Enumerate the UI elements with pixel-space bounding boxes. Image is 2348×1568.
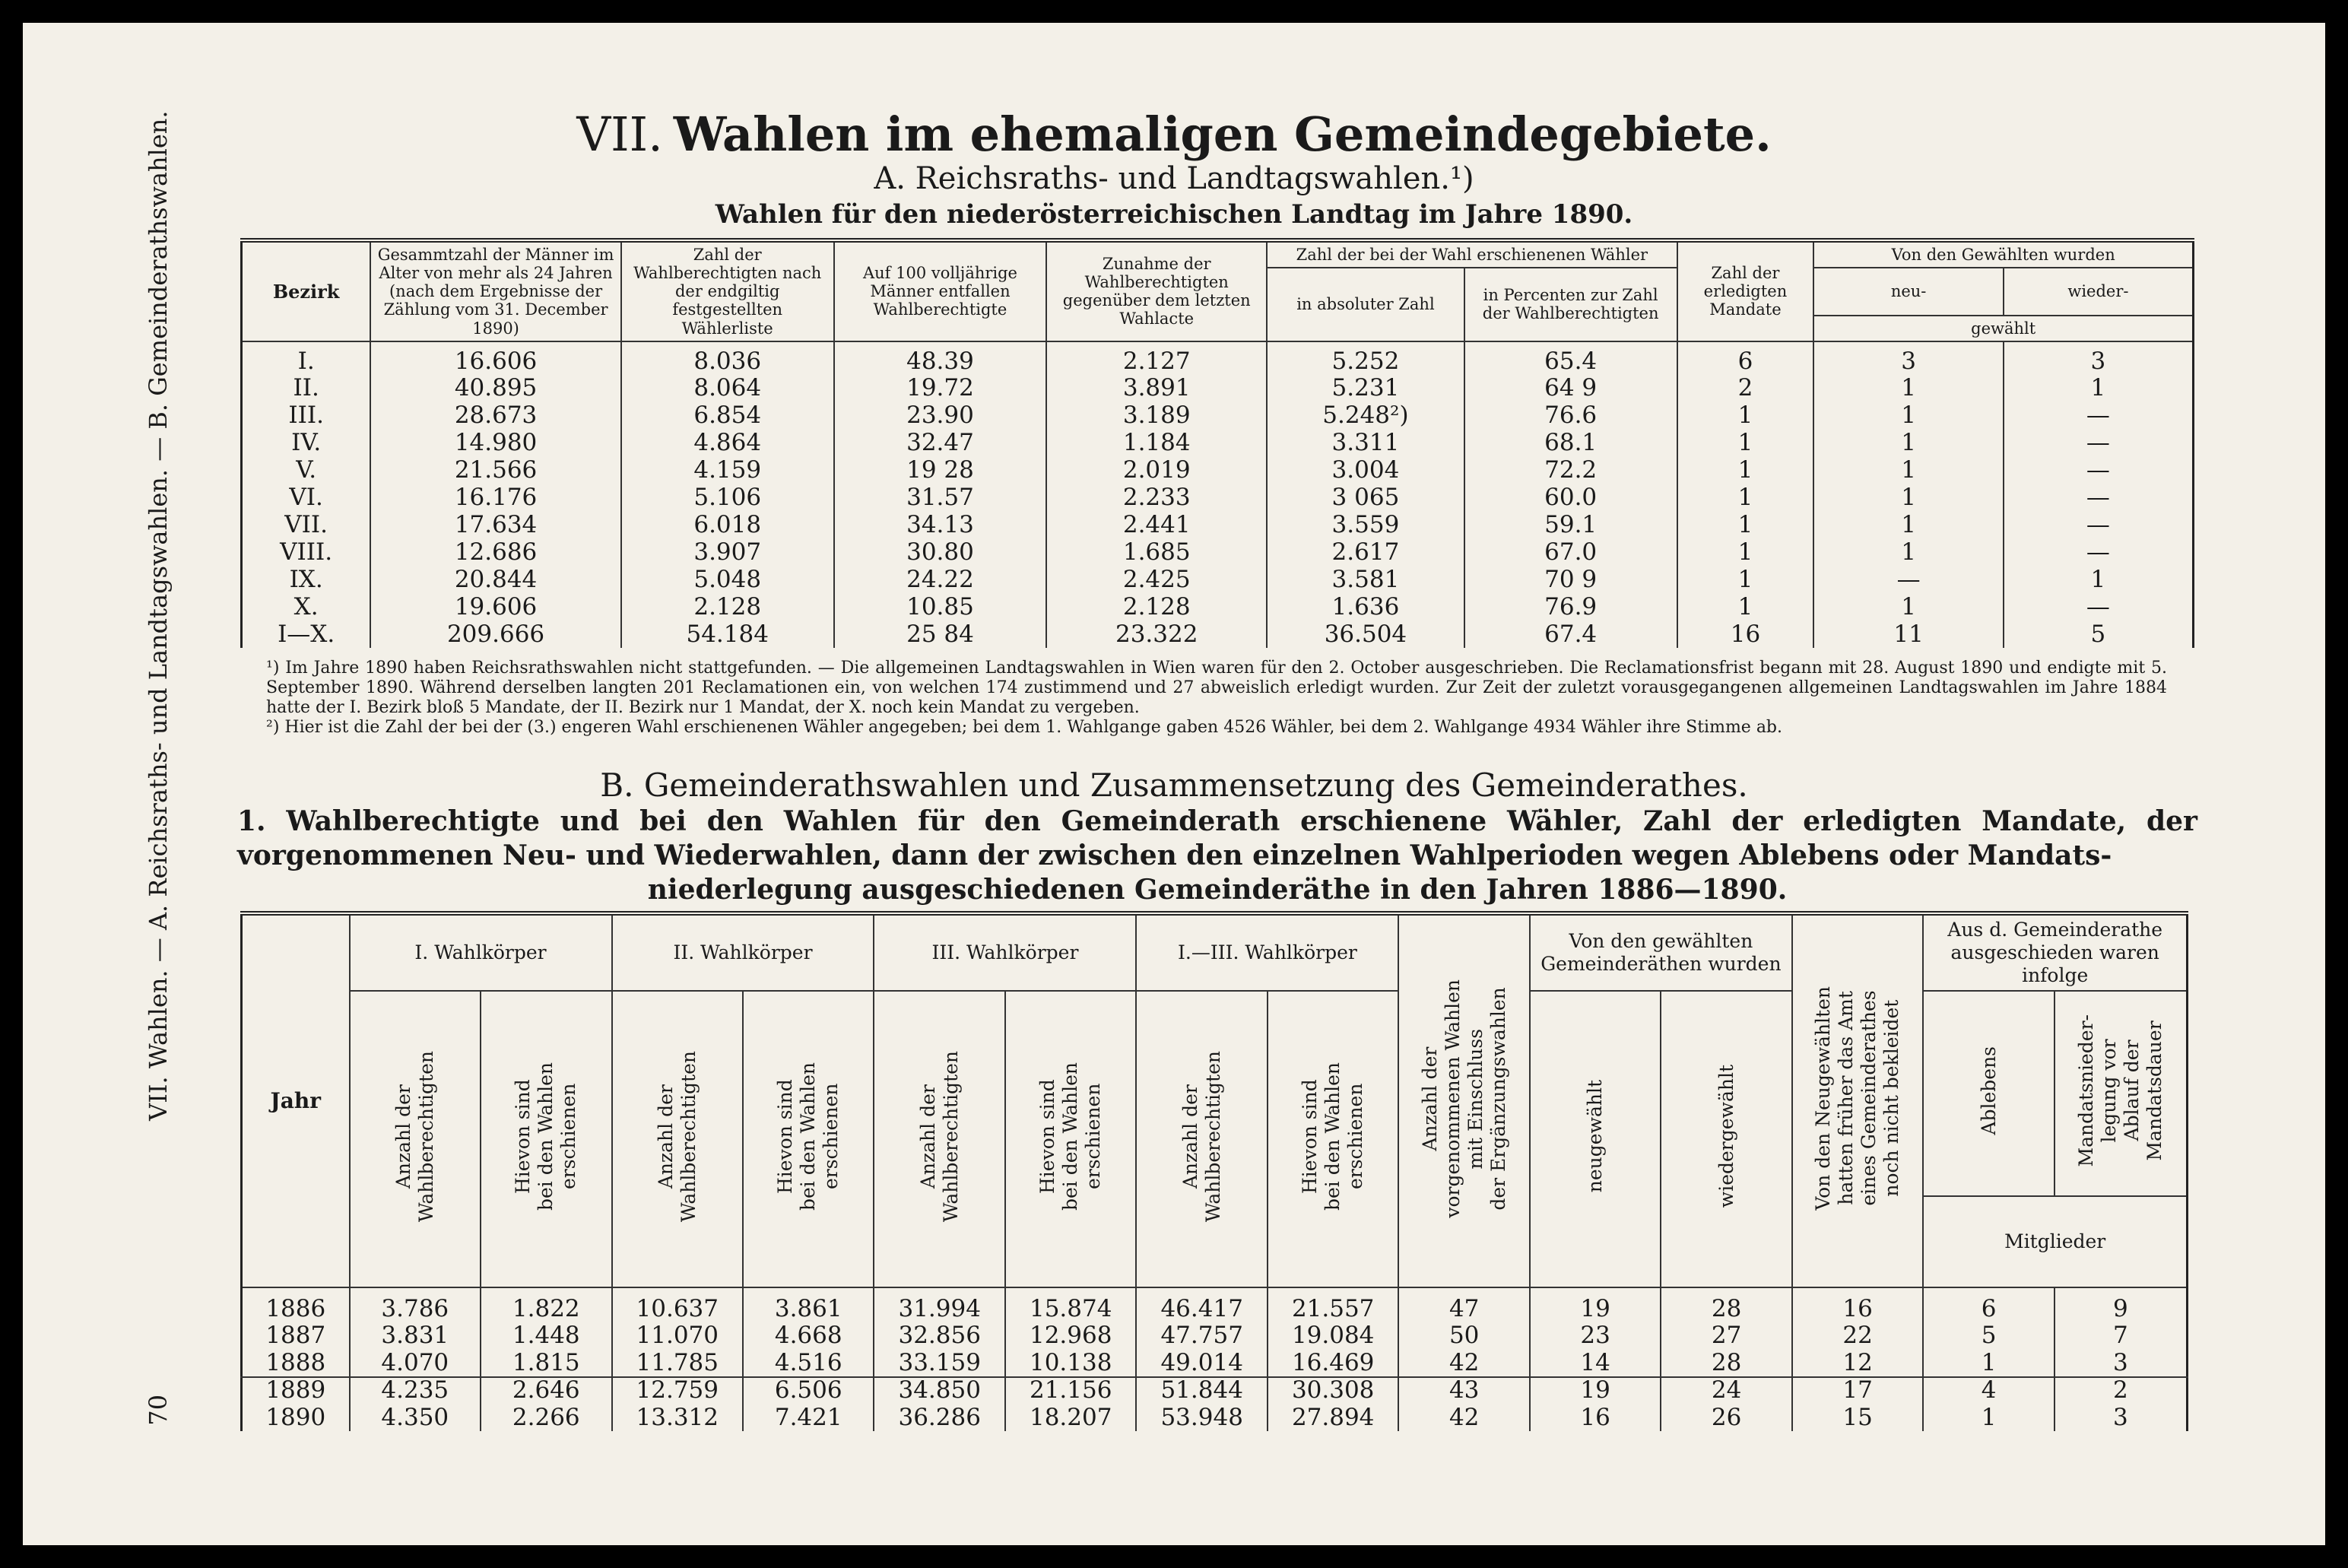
table-cell: 1 <box>1813 511 2003 538</box>
header-neugewaehlt: neugewählt <box>1530 991 1661 1287</box>
section-a-heading: A. Reichsraths- und Landtagswahlen.¹) <box>874 161 1474 196</box>
header-wk13-hievon: Hievon sind bei den Wahlen erschienen <box>1268 991 1398 1287</box>
table-cell: 4.516 <box>743 1349 874 1376</box>
table-cell: 53.948 <box>1136 1404 1267 1431</box>
table-cell: 24.22 <box>834 566 1047 593</box>
table2-title-main: 1. Wahlberechtigte und bei den Wahlen für den Gemeinderath erschienene Wähler, Zahl der erledigten Mandate, der vorgenommenen Neu- und Wiederwahlen, dann der zwischen den einzelnen Wahlperioden wegen Ablebens oder Mandats- <box>237 805 2197 871</box>
table-cell: 32.856 <box>874 1322 1004 1349</box>
table-cell: 1.822 <box>481 1287 611 1322</box>
table-cell: I. <box>242 341 371 374</box>
table-cell: 49.014 <box>1136 1349 1267 1376</box>
table-cell: 16.606 <box>370 341 621 374</box>
table-cell: II. <box>242 374 371 402</box>
table-cell: 47 <box>1398 1287 1529 1322</box>
table-cell: 4.070 <box>350 1349 481 1376</box>
table-cell: III. <box>242 402 371 429</box>
table-cell: 32.47 <box>834 429 1047 456</box>
table-cell: — <box>2004 456 2194 484</box>
table1-row <box>242 621 2194 648</box>
table-cell: 15.874 <box>1005 1287 1136 1322</box>
table-cell: 5.252 <box>1267 341 1464 374</box>
table-cell: 76.6 <box>1464 402 1677 429</box>
table-cell: 3.861 <box>743 1287 874 1322</box>
header-gewaehlten: Von den gewählten Gemeinderäthen wurden <box>1530 913 1792 991</box>
table-cell: 30.80 <box>834 538 1047 566</box>
table-cell: 1.815 <box>481 1349 611 1376</box>
table-cell: 19 <box>1530 1287 1661 1322</box>
table-cell: 31.994 <box>874 1287 1004 1322</box>
header-neugewaehlten: Von den Neugewählten hatten früher das Amt eines Gemeinderathes noch nicht bekleidet <box>1792 913 1923 1287</box>
table-cell: 72.2 <box>1464 456 1677 484</box>
table-cell: 1.184 <box>1046 429 1267 456</box>
header-jahr: Jahr <box>242 913 350 1287</box>
table-cell: 3 <box>2004 341 2194 374</box>
table-cell: 48.39 <box>834 341 1047 374</box>
header-erschienen: Zahl der bei der Wahl erschienenen Wähler <box>1267 240 1677 268</box>
table-cell: 5 <box>1923 1322 2054 1349</box>
table-cell: 5.106 <box>621 484 834 511</box>
header-wk13-anzahl: Anzahl der Wahlberechtigten <box>1136 991 1267 1287</box>
header-wk3: III. Wahlkörper <box>874 913 1136 991</box>
table2-row <box>242 1322 2188 1349</box>
table-cell: 16.176 <box>370 484 621 511</box>
table1-row <box>242 456 2194 484</box>
table-cell: 12.686 <box>370 538 621 566</box>
table-cell: 209.666 <box>370 621 621 648</box>
table-cell: 2.128 <box>621 593 834 621</box>
table-cell: 34.850 <box>874 1376 1004 1404</box>
table-cell: 67.4 <box>1464 621 1677 648</box>
table-cell: 1890 <box>242 1404 350 1431</box>
table-cell: 2.617 <box>1267 538 1464 566</box>
table-cell: 1 <box>1677 456 1814 484</box>
bottom-rule <box>240 1376 2188 1378</box>
table-cell: 65.4 <box>1464 341 1677 374</box>
table-cell: 43 <box>1398 1376 1529 1404</box>
table-cell: 1 <box>1813 456 2003 484</box>
table-cell: I—X. <box>242 621 371 648</box>
table2-title <box>237 805 2197 907</box>
table-cell: 4.668 <box>743 1322 874 1349</box>
table-cell: 6 <box>1677 341 1814 374</box>
table-cell: 9 <box>2054 1287 2188 1322</box>
table-cell: 42 <box>1398 1404 1529 1431</box>
table-cell: 3.559 <box>1267 511 1464 538</box>
header-wk2: II. Wahlkörper <box>612 913 874 991</box>
table-cell: 54.184 <box>621 621 834 648</box>
table-cell: — <box>2004 593 2194 621</box>
table-cell: 4.350 <box>350 1404 481 1431</box>
table-cell: 3.189 <box>1046 402 1267 429</box>
table-cell: 23.322 <box>1046 621 1267 648</box>
table-cell: 3 <box>2054 1404 2188 1431</box>
header-niederlegung: Mandatsnieder- legung vor Ablauf der Mandatsdauer <box>2054 991 2188 1196</box>
header-wk3-anzahl: Anzahl der Wahlberechtigten <box>874 991 1004 1287</box>
header-gewaehlt2: gewählt <box>1813 316 2193 341</box>
table2-title-last: niederlegung ausgeschiedenen Gemeinderäthe in den Jahren 1886—1890. <box>647 874 1788 906</box>
table1-row <box>242 402 2194 429</box>
running-header-text: VII. Wahlen. — A. Reichsraths- und Landtagswahlen. — B. Gemeinderathswahlen. <box>144 110 173 1121</box>
header-absolut: in absoluter Zahl <box>1267 268 1464 341</box>
table-cell: 3.786 <box>350 1287 481 1322</box>
header-zunahme: Zunahme der Wahlberechtigten gegenüber dem letzten Wahlacte <box>1046 240 1267 341</box>
table-cell: 16 <box>1677 621 1814 648</box>
table-cell: 19.72 <box>834 374 1047 402</box>
header-wiedergewaehlt: wiedergewählt <box>1661 991 1791 1287</box>
table-cell: 5.248²) <box>1267 402 1464 429</box>
table-cell: 21.557 <box>1268 1287 1398 1322</box>
table-cell: 42 <box>1398 1349 1529 1376</box>
table-cell: 67.0 <box>1464 538 1677 566</box>
header-auf100: Auf 100 volljährige Männer entfallen Wahlberechtigte <box>834 240 1047 341</box>
table-cell: 1 <box>1677 484 1814 511</box>
header-percent: in Percenten zur Zahl der Wahlberechtigten <box>1464 268 1677 341</box>
table1-row <box>242 593 2194 621</box>
header-ausgeschieden: Aus d. Gemeinderathe ausgeschieden waren infolge <box>1923 913 2187 991</box>
table-cell: 3.891 <box>1046 374 1267 402</box>
table-cell: 2.441 <box>1046 511 1267 538</box>
table-cell: — <box>2004 511 2194 538</box>
table-cell: 18.207 <box>1005 1404 1136 1431</box>
table-cell: 1 <box>1813 484 2003 511</box>
table-cell: 21.156 <box>1005 1376 1136 1404</box>
table-cell: 4.235 <box>350 1376 481 1404</box>
table-cell: 27 <box>1661 1322 1791 1349</box>
header-wk1-anzahl: Anzahl der Wahlberechtigten <box>350 991 481 1287</box>
table-cell: 59.1 <box>1464 511 1677 538</box>
table-cell: 10.637 <box>612 1287 743 1322</box>
table2-row <box>242 1376 2188 1404</box>
table-cell: 5.048 <box>621 566 834 593</box>
table-cell: 23.90 <box>834 402 1047 429</box>
table-cell: 1889 <box>242 1376 350 1404</box>
header-mitglieder: Mitglieder <box>1923 1196 2187 1287</box>
table-cell: 14.980 <box>370 429 621 456</box>
table-cell: 27.894 <box>1268 1404 1398 1431</box>
table-cell: 36.286 <box>874 1404 1004 1431</box>
table-cell: 8.064 <box>621 374 834 402</box>
table-cell: 15 <box>1792 1404 1923 1431</box>
footnote-1: ¹) Im Jahre 1890 haben Reichsrathswahlen nicht stattgefunden. — Die allgemeinen Landtagswahlen in Wien waren für den 2. October ausgeschrieben. Die Reclamationsfrist begann mit 28. August 1890 und endigte mit 5. September 1890. Während derselben langten 201 Reclamationen ein, von welchen 174 zustimmend und 27 abweislich erledigt wurden. Zur Zeit der zuletzt vorausgegangenen allgemeinen Landtagswahlen im Jahre 1884 hatte der I. Bezirk bloß 5 Mandate, der II. Bezirk nur 1 Mandat, der X. noch kein Mandat zu vergeben. <box>266 659 2167 717</box>
table-cell: 20.844 <box>370 566 621 593</box>
table-cell: 19.606 <box>370 593 621 621</box>
table-cell: 1 <box>2004 374 2194 402</box>
table-cell: VIII. <box>242 538 371 566</box>
table-cell: — <box>1813 566 2003 593</box>
table-cell: 70 9 <box>1464 566 1677 593</box>
table-cell: 1.636 <box>1267 593 1464 621</box>
header-neu: neu- <box>1813 268 2003 315</box>
header-wieder: wieder- <box>2004 268 2194 315</box>
table-cell: 6.018 <box>621 511 834 538</box>
table-cell: 8.036 <box>621 341 834 374</box>
table-cell: 4.159 <box>621 456 834 484</box>
table-cell: 10.138 <box>1005 1349 1136 1376</box>
table-cell: 16.469 <box>1268 1349 1398 1376</box>
table-cell: 6.854 <box>621 402 834 429</box>
table-cell: 3 065 <box>1267 484 1464 511</box>
table-cell: 19.084 <box>1268 1322 1398 1349</box>
table-cell: IX. <box>242 566 371 593</box>
header-wk3-hievon: Hievon sind bei den Wahlen erschienen <box>1005 991 1136 1287</box>
table-cell: 4.864 <box>621 429 834 456</box>
table-cell: 16 <box>1530 1404 1661 1431</box>
header-mandate: Zahl der erledigten Mandate <box>1677 240 1814 341</box>
table-cell: 5 <box>2004 621 2194 648</box>
table-cell: 23 <box>1530 1322 1661 1349</box>
table-cell: 47.757 <box>1136 1322 1267 1349</box>
table1-row <box>242 566 2194 593</box>
table-cell: 68.1 <box>1464 429 1677 456</box>
table-cell: 2 <box>2054 1376 2188 1404</box>
table-cell: 51.844 <box>1136 1376 1267 1404</box>
table-cell: 46.417 <box>1136 1287 1267 1322</box>
table-cell: 1 <box>1923 1404 2054 1431</box>
table-cell: 34.13 <box>834 511 1047 538</box>
table-cell: — <box>2004 484 2194 511</box>
table2-row <box>242 1404 2188 1431</box>
table2-row <box>242 1287 2188 1322</box>
table-cell: 1 <box>1677 402 1814 429</box>
table-cell: 25 84 <box>834 621 1047 648</box>
header-gewaehlt: Von den Gewählten wurden <box>1813 240 2193 268</box>
table-cell: 3.907 <box>621 538 834 566</box>
table-cell: 7.421 <box>743 1404 874 1431</box>
table-cell: 1 <box>1677 566 1814 593</box>
header-vorgenommen: Anzahl der vorgenommenen Wahlen mit Einschluss der Ergänzungswahlen <box>1398 913 1529 1287</box>
header-bezirk: Bezirk <box>242 240 371 341</box>
table-cell: 11.070 <box>612 1322 743 1349</box>
header-wk2-hievon: Hievon sind bei den Wahlen erschienen <box>743 991 874 1287</box>
table-cell: 19 <box>1530 1376 1661 1404</box>
table1-row <box>242 341 2194 374</box>
table-cell: 11 <box>1813 621 2003 648</box>
table-cell: 1 <box>2004 566 2194 593</box>
table-cell: 1 <box>1813 538 2003 566</box>
table-cell: 1 <box>1813 593 2003 621</box>
table-cell: 12.759 <box>612 1376 743 1404</box>
table-cell: 3 <box>2054 1349 2188 1376</box>
table-cell: 1 <box>1677 429 1814 456</box>
table-cell: 76.9 <box>1464 593 1677 621</box>
table-cell: 36.504 <box>1267 621 1464 648</box>
footnote-2: ²) Hier ist die Zahl der bei der (3.) engeren Wahl erschienenen Wähler angegeben; bei dem 1. Wahlgange gaben 4526 Wähler, bei dem 2. Wahlgange 4934 Wähler ihre Stimme ab. <box>266 718 1783 737</box>
table-cell: X. <box>242 593 371 621</box>
table-cell: — <box>2004 538 2194 566</box>
table-cell: 60.0 <box>1464 484 1677 511</box>
table-cell: 2.127 <box>1046 341 1267 374</box>
table-cell: 40.895 <box>370 374 621 402</box>
table-cell: 7 <box>2054 1322 2188 1349</box>
table-cell: 14 <box>1530 1349 1661 1376</box>
table-cell: 6.506 <box>743 1376 874 1404</box>
table-cell: 21.566 <box>370 456 621 484</box>
table-cell: 13.312 <box>612 1404 743 1431</box>
landtag-table <box>240 238 2194 648</box>
table-cell: V. <box>242 456 371 484</box>
header-ablebens: Ablebens <box>1923 991 2054 1196</box>
table-cell: 33.159 <box>874 1349 1004 1376</box>
table-cell: 11.785 <box>612 1349 743 1376</box>
header-wk1-hievon: Hievon sind bei den Wahlen erschienen <box>481 991 611 1287</box>
header-gesamtzahl: Gesammtzahl der Männer im Alter von mehr als 24 Jahren (nach dem Ergebnisse der Zählung vom 31. December 1890) <box>370 240 621 341</box>
table-cell: 1887 <box>242 1322 350 1349</box>
table-cell: 3.004 <box>1267 456 1464 484</box>
table-cell: 2.233 <box>1046 484 1267 511</box>
table-cell: IV. <box>242 429 371 456</box>
table-cell: 3.581 <box>1267 566 1464 593</box>
table-cell: 12.968 <box>1005 1322 1136 1349</box>
header-wk1: I. Wahlkörper <box>350 913 612 991</box>
table2-row <box>242 1349 2188 1376</box>
table1-row <box>242 484 2194 511</box>
table-cell: 50 <box>1398 1322 1529 1349</box>
title-text: Wahlen im ehemaligen Gemeindegebiete. <box>673 106 1772 162</box>
table-cell: — <box>2004 402 2194 429</box>
table-cell: 3 <box>1813 341 2003 374</box>
table-cell: 1.685 <box>1046 538 1267 566</box>
table-cell: 16 <box>1792 1287 1923 1322</box>
table-cell: 3.311 <box>1267 429 1464 456</box>
table-cell: 30.308 <box>1268 1376 1398 1404</box>
table-cell: 64 9 <box>1464 374 1677 402</box>
table-cell: 5.231 <box>1267 374 1464 402</box>
page-title <box>0 106 2348 162</box>
table-cell: 1 <box>1677 593 1814 621</box>
table-cell: 1 <box>1923 1349 2054 1376</box>
table-cell: 10.85 <box>834 593 1047 621</box>
table-cell: 12 <box>1792 1349 1923 1376</box>
table-cell: 1886 <box>242 1287 350 1322</box>
table-cell: VI. <box>242 484 371 511</box>
table-cell: VII. <box>242 511 371 538</box>
table-cell: 2.425 <box>1046 566 1267 593</box>
table-cell: 1 <box>1813 402 2003 429</box>
header-wk2-anzahl: Anzahl der Wahlberechtigten <box>612 991 743 1287</box>
table-cell: 1 <box>1677 538 1814 566</box>
table-cell: 22 <box>1792 1322 1923 1349</box>
table1-row <box>242 374 2194 402</box>
table-cell: 1888 <box>242 1349 350 1376</box>
table-cell: 2 <box>1677 374 1814 402</box>
table-cell: 2.646 <box>481 1376 611 1404</box>
table-cell: 6 <box>1923 1287 2054 1322</box>
gemeinderath-table <box>240 911 2188 1431</box>
table-cell: 31.57 <box>834 484 1047 511</box>
table-cell: 28.673 <box>370 402 621 429</box>
section-b-heading: B. Gemeinderathswahlen und Zusammensetzung des Gemeinderathes. <box>600 767 1748 804</box>
page-number: 70 <box>144 1394 173 1426</box>
table-cell: 24 <box>1661 1376 1791 1404</box>
table-cell: 26 <box>1661 1404 1791 1431</box>
table-cell: 2.266 <box>481 1404 611 1431</box>
table-cell: 17 <box>1792 1376 1923 1404</box>
table-cell: 2.019 <box>1046 456 1267 484</box>
header-wk13: I.—III. Wahlkörper <box>1136 913 1398 991</box>
table-cell: 2.128 <box>1046 593 1267 621</box>
table-cell: 4 <box>1923 1376 2054 1404</box>
table-cell: 1 <box>1813 429 2003 456</box>
table-cell: 17.634 <box>370 511 621 538</box>
table-cell: 28 <box>1661 1287 1791 1322</box>
table1-row <box>242 538 2194 566</box>
table-cell: 19 28 <box>834 456 1047 484</box>
table-cell: — <box>2004 429 2194 456</box>
table-cell: 1 <box>1677 511 1814 538</box>
header-wahlberechtigte: Zahl der Wahlberechtigten nach der endgiltig festgestellten Wählerliste <box>621 240 834 341</box>
title-roman: VII. <box>576 106 663 162</box>
table-cell: 28 <box>1661 1349 1791 1376</box>
table-cell: 3.831 <box>350 1322 481 1349</box>
table1-title: Wahlen für den niederösterreichischen Landtag im Jahre 1890. <box>715 199 1633 230</box>
table-cell: 1.448 <box>481 1322 611 1349</box>
table-cell: 1 <box>1813 374 2003 402</box>
table1-row <box>242 511 2194 538</box>
table1-row <box>242 429 2194 456</box>
